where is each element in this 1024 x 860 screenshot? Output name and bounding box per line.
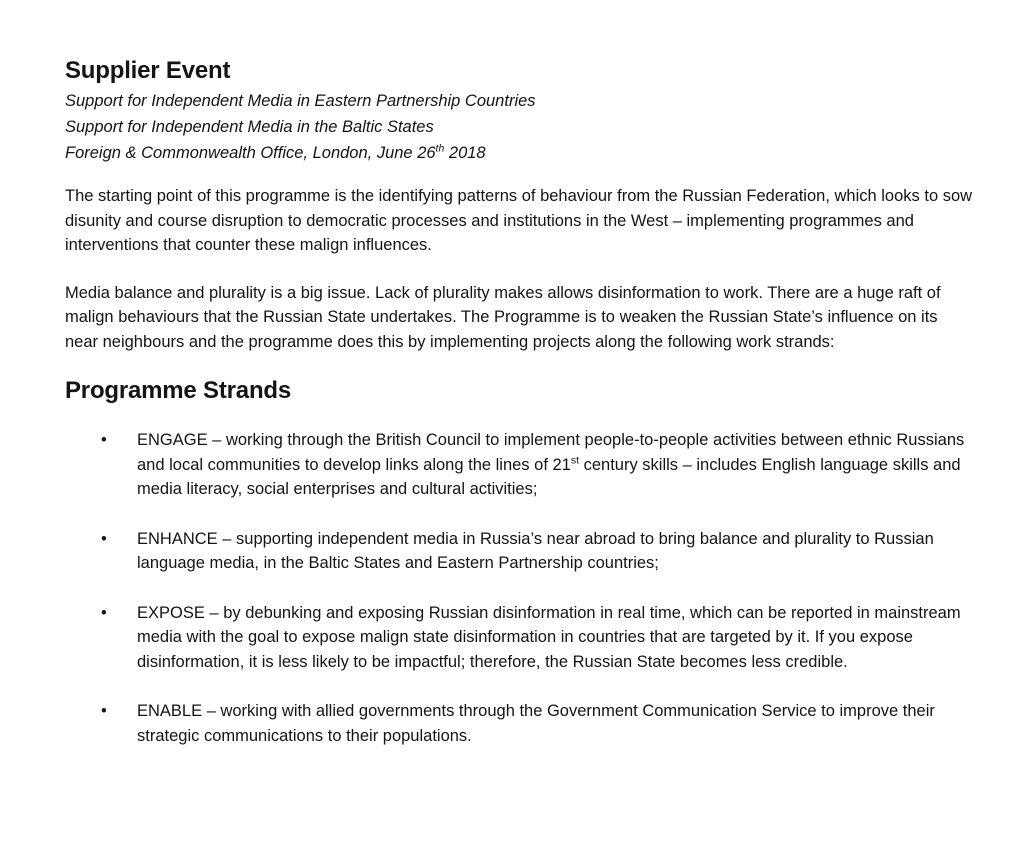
date-ordinal-suffix: th: [435, 142, 445, 155]
strand-expose: [65, 601, 975, 675]
document-page: [65, 54, 975, 773]
subtitle-eastern-partnership: Support for Independent Media in Eastern Partnership Countries: [65, 92, 536, 110]
programme-strands-heading: Programme Strands: [65, 377, 292, 404]
bullet-icon: •: [101, 431, 107, 449]
bullet-icon: •: [101, 603, 107, 622]
strand-engage-text: ENGAGE – working through the British Council to implement people-to-people activities between ethnic Russians and local communities to develop links along the lines of 21: [137, 431, 965, 474]
strand-enhance: [65, 527, 975, 576]
strand-enable-text: ENABLE – working with allied governments through the Government Communication Service to improve their strategic communications to their populations.: [137, 702, 935, 745]
venue-date-year: 2018: [444, 144, 486, 162]
bullet-icon: •: [101, 529, 107, 548]
bullet-icon: •: [101, 702, 107, 720]
strand-enable: [65, 699, 975, 748]
document-title: Supplier Event: [65, 57, 231, 84]
strand-engage-text-cont: century skills – includes English language skills and media literacy, social enterprises and cultural activities;: [137, 455, 961, 498]
subtitle-baltic-states: Support for Independent Media in the Baltic States: [65, 118, 434, 136]
strand-engage: [65, 428, 975, 502]
media-balance-paragraph: Media balance and plurality is a big issue. Lack of plurality makes allows disinformation to work. There are a huge raft of malign behaviours that the Russian State undertakes. The Programme is to weaken the Russian State’s influence on its near neighbours and the programme does this by implementing projects along the following work strands:: [65, 283, 941, 351]
subtitle-venue-date: [65, 140, 975, 166]
strands-list: [65, 428, 975, 748]
strand-expose-text: EXPOSE – by debunking and exposing Russian disinformation in real time, which can be reported in mainstream media with the goal to expose malign state disinformation in countries that are targeted by it. If you expose disinformation, it is less likely to be impactful; therefore, the Russian State becomes less credible.: [137, 603, 961, 671]
intro-paragraph: The starting point of this programme is the identifying patterns of behaviour from the Russian Federation, which looks to sow disunity and course disruption to democratic processes and institutions in the West – implementing programmes and interventions that counter these malign influences.: [65, 187, 973, 254]
strand-enhance-text: ENHANCE – supporting independent media in Russia’s near abroad to bring balance and plurality to Russian language media, in the Baltic States and Eastern Partnership countries;: [137, 529, 934, 572]
venue-date-text: Foreign & Commonwealth Office, London, June 26: [65, 144, 436, 162]
ordinal-suffix: st: [570, 454, 580, 466]
